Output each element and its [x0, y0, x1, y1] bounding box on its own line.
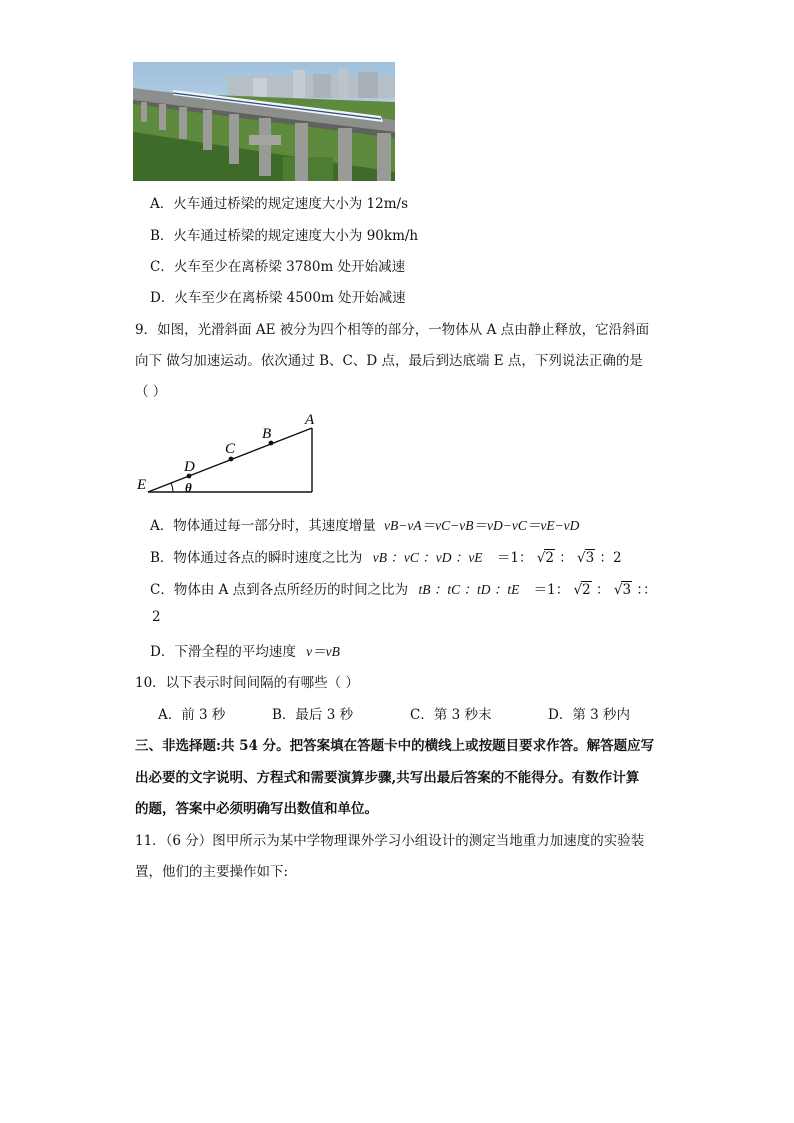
q9-option-c-text: C．物体由 A 点到各点所经历的时间之比为	[150, 582, 409, 598]
incline-diagram	[135, 408, 335, 498]
q9-option-d	[150, 640, 340, 660]
q9-option-d-formula: v＝vB	[306, 644, 340, 659]
point-c	[229, 457, 234, 462]
q10-option-b: B．最后 3 秒	[272, 707, 354, 723]
label-b: B	[262, 426, 272, 442]
q9-option-d-text: D．下滑全程的平均速度	[150, 644, 296, 660]
q9-option-c-sqrt3-value: 3	[622, 582, 632, 598]
q8-option-b: B．火车通过桥梁的规定速度大小为 90km/h	[150, 228, 419, 244]
label-theta: θ	[185, 480, 192, 495]
q9-option-c-ratio-start: ＝1：	[533, 582, 570, 598]
q10-stem: 10．以下表示时间间隔的有哪些（ ）	[135, 675, 359, 691]
label-e: E	[137, 477, 147, 493]
q9-option-a-formula: vB−vA＝vC−vB＝vD−vC＝vE−vD	[384, 518, 580, 533]
q9-option-a-text: A．物体通过每一部分时，其速度增量	[150, 518, 376, 534]
q9-option-b-end: ：2	[599, 550, 622, 566]
train-bridge-illustration	[133, 62, 395, 181]
q10-option-c: C．第 3 秒末	[410, 707, 492, 723]
q9-option-c-formula: tB ：tC ：tD ：tE	[418, 582, 520, 597]
q9-option-c-end: ：：	[636, 582, 657, 598]
q9-option-b	[150, 546, 622, 566]
angle-arc	[171, 483, 173, 492]
q9-option-b-sep: ：	[559, 550, 573, 566]
train-bridge-photo	[133, 62, 395, 181]
q9-option-c-sep: ：	[596, 582, 610, 598]
section3-instructions-line2: 出必要的文字说明、方程式和需要演算步骤,共写出最后答案的不能得分。有数作计算	[135, 770, 640, 786]
q9-option-b-text: B．物体通过各点的瞬时速度之比为	[150, 550, 363, 566]
q9-stem-line3: （ ）	[135, 384, 167, 400]
q8-option-d: D．火车至少在离桥梁 4500m 处开始减速	[150, 290, 406, 306]
label-d: D	[184, 459, 195, 475]
q10-option-d: D．第 3 秒内	[548, 707, 630, 723]
q9-option-c-wrap: 2	[152, 609, 161, 625]
q9-option-b-sqrt2-value: 2	[545, 550, 554, 566]
q9-option-b-ratio-start: ＝1：	[496, 550, 533, 566]
q11-stem-line1: 11．（6 分）图甲所示为某中学物理课外学习小组设计的测定当地重力加速度的实验装	[135, 833, 645, 849]
q9-option-b-formula: vB ：vC ：vD ：vE	[372, 550, 483, 565]
section3-instructions-line3: 的题，答案中必须明确写出数值和单位。	[135, 801, 378, 817]
q9-option-c-sqrt3: √3	[613, 582, 632, 598]
q9-option-b-sqrt3: √3	[577, 550, 595, 566]
q9-stem-line2: 向下 做匀加速运动。依次通过 B、C、D 点，最后到达底端 E 点，下列说法正确的是	[135, 353, 643, 369]
q9-option-a	[150, 514, 579, 534]
q9-option-b-sqrt3-value: 3	[585, 550, 595, 566]
q11-stem-line2: 置，他们的主要操作如下:	[135, 864, 289, 880]
q9-stem-line1: 9．如图，光滑斜面 AE 被分为四个相等的部分，一物体从 A 点由静止释放，它沿斜面	[135, 322, 650, 338]
q8-option-a: A．火车通过桥梁的规定速度大小为 12m/s	[150, 196, 408, 212]
section3-instructions-line1: 三、非选择题:共 54 分。把答案填在答题卡中的横线上或按题目要求作答。解答题应写	[135, 738, 655, 754]
label-c: C	[225, 441, 236, 457]
q9-option-c-sqrt2-value: 2	[582, 582, 591, 598]
q9-option-b-sqrt2: √2	[536, 550, 554, 566]
label-a: A	[305, 412, 315, 428]
q9-option-c-sqrt2: √2	[573, 582, 591, 598]
q9-option-c	[150, 578, 657, 598]
q8-option-c: C．火车至少在离桥梁 3780m 处开始减速	[150, 259, 406, 275]
q10-option-a: A．前 3 秒	[158, 707, 226, 723]
